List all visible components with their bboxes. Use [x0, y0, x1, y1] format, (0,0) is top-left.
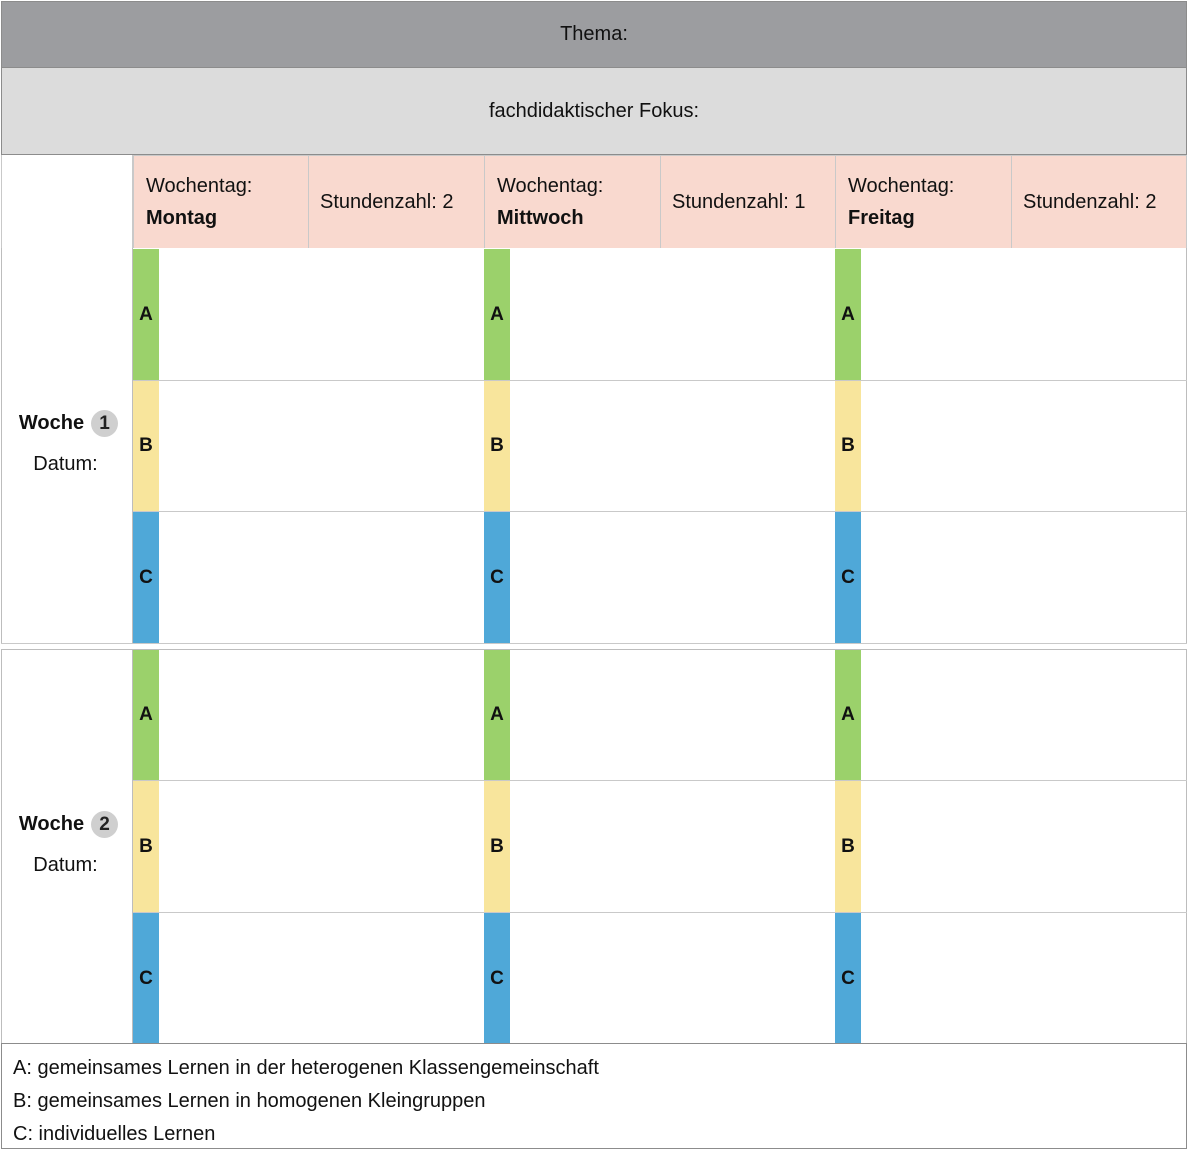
day-header-freitag	[835, 155, 1012, 249]
wochentag-label: Wochentag:	[146, 175, 253, 197]
entry-w2-montag-a[interactable]	[159, 650, 484, 780]
day-name: Mittwoch	[497, 207, 584, 229]
thema-label: Thema:	[560, 23, 628, 45]
entry-w2-freitag-c[interactable]	[861, 913, 1186, 1044]
row-b-strip: B	[484, 781, 510, 912]
legend-item-c: C: individuelles Lernen	[13, 1123, 216, 1145]
legend-item-a: A: gemeinsames Lernen in der heterogenen Klassengemeinschaft	[13, 1057, 599, 1079]
row-a-strip: A	[484, 249, 510, 380]
row-a-strip: A	[835, 249, 861, 380]
stundenzahl-label: Stundenzahl: 2	[320, 190, 454, 213]
row-a-strip: A	[133, 249, 159, 380]
entry-w1-freitag-b[interactable]	[861, 381, 1186, 511]
hours-header-montag	[308, 155, 485, 249]
entry-w1-montag-a[interactable]	[159, 249, 484, 380]
entry-w2-montag-c[interactable]	[159, 913, 484, 1044]
legend	[1, 1043, 1187, 1149]
entry-w1-mittwoch-b[interactable]	[510, 381, 835, 511]
entry-w2-freitag-a[interactable]	[861, 650, 1186, 780]
legend-item-b: B: gemeinsames Lernen in homogenen Kleingruppen	[13, 1090, 486, 1112]
entry-w1-freitag-a[interactable]	[861, 249, 1186, 380]
fokus-field[interactable]	[1, 67, 1187, 155]
week-number-badge: 2	[91, 811, 118, 838]
datum-label: Datum:	[33, 854, 98, 876]
header-corner-cell	[1, 155, 133, 249]
entry-w1-montag-b[interactable]	[159, 381, 484, 511]
week-1-label	[1, 410, 132, 476]
row-c-strip: C	[835, 913, 861, 1044]
row-a-strip: A	[133, 650, 159, 780]
week-2-label	[1, 811, 132, 877]
entry-w2-mittwoch-b[interactable]	[510, 781, 835, 912]
entry-w2-mittwoch-c[interactable]	[510, 913, 835, 1044]
hours-header-mittwoch	[660, 155, 836, 249]
hours-header-freitag	[1011, 155, 1187, 249]
day-name: Freitag	[848, 207, 915, 229]
day-header-montag	[133, 155, 309, 249]
row-b-strip: B	[835, 781, 861, 912]
week-title: Woche	[18, 813, 85, 835]
entry-w2-mittwoch-a[interactable]	[510, 650, 835, 780]
row-c-strip: C	[484, 512, 510, 643]
row-c-strip: C	[835, 512, 861, 643]
row-b-strip: B	[133, 781, 159, 912]
week-number-badge: 1	[91, 410, 118, 437]
row-c-strip: C	[133, 512, 159, 643]
row-c-strip: C	[133, 913, 159, 1044]
entry-w2-montag-b[interactable]	[159, 781, 484, 912]
week-separator	[1, 643, 1187, 644]
row-a-strip: A	[835, 650, 861, 780]
entry-w1-mittwoch-a[interactable]	[510, 249, 835, 380]
stundenzahl-label: Stundenzahl: 2	[1023, 190, 1157, 213]
row-b-strip: B	[133, 381, 159, 511]
wochentag-label: Wochentag:	[848, 175, 955, 197]
fokus-label: fachdidaktischer Fokus:	[488, 99, 700, 122]
thema-field[interactable]	[1, 1, 1187, 68]
entry-w2-freitag-b[interactable]	[861, 781, 1186, 912]
week-title: Woche	[18, 412, 85, 434]
row-b-strip: B	[484, 381, 510, 511]
entry-w1-mittwoch-c[interactable]	[510, 512, 835, 643]
row-c-strip: C	[484, 913, 510, 1044]
day-header-mittwoch	[484, 155, 661, 249]
wochentag-label: Wochentag:	[497, 175, 604, 197]
day-name: Montag	[146, 207, 218, 229]
row-a-strip: A	[484, 650, 510, 780]
datum-label: Datum:	[33, 453, 98, 475]
row-b-strip: B	[835, 381, 861, 511]
entry-w1-montag-c[interactable]	[159, 512, 484, 643]
stundenzahl-label: Stundenzahl: 1	[672, 190, 806, 213]
entry-w1-freitag-c[interactable]	[861, 512, 1186, 643]
